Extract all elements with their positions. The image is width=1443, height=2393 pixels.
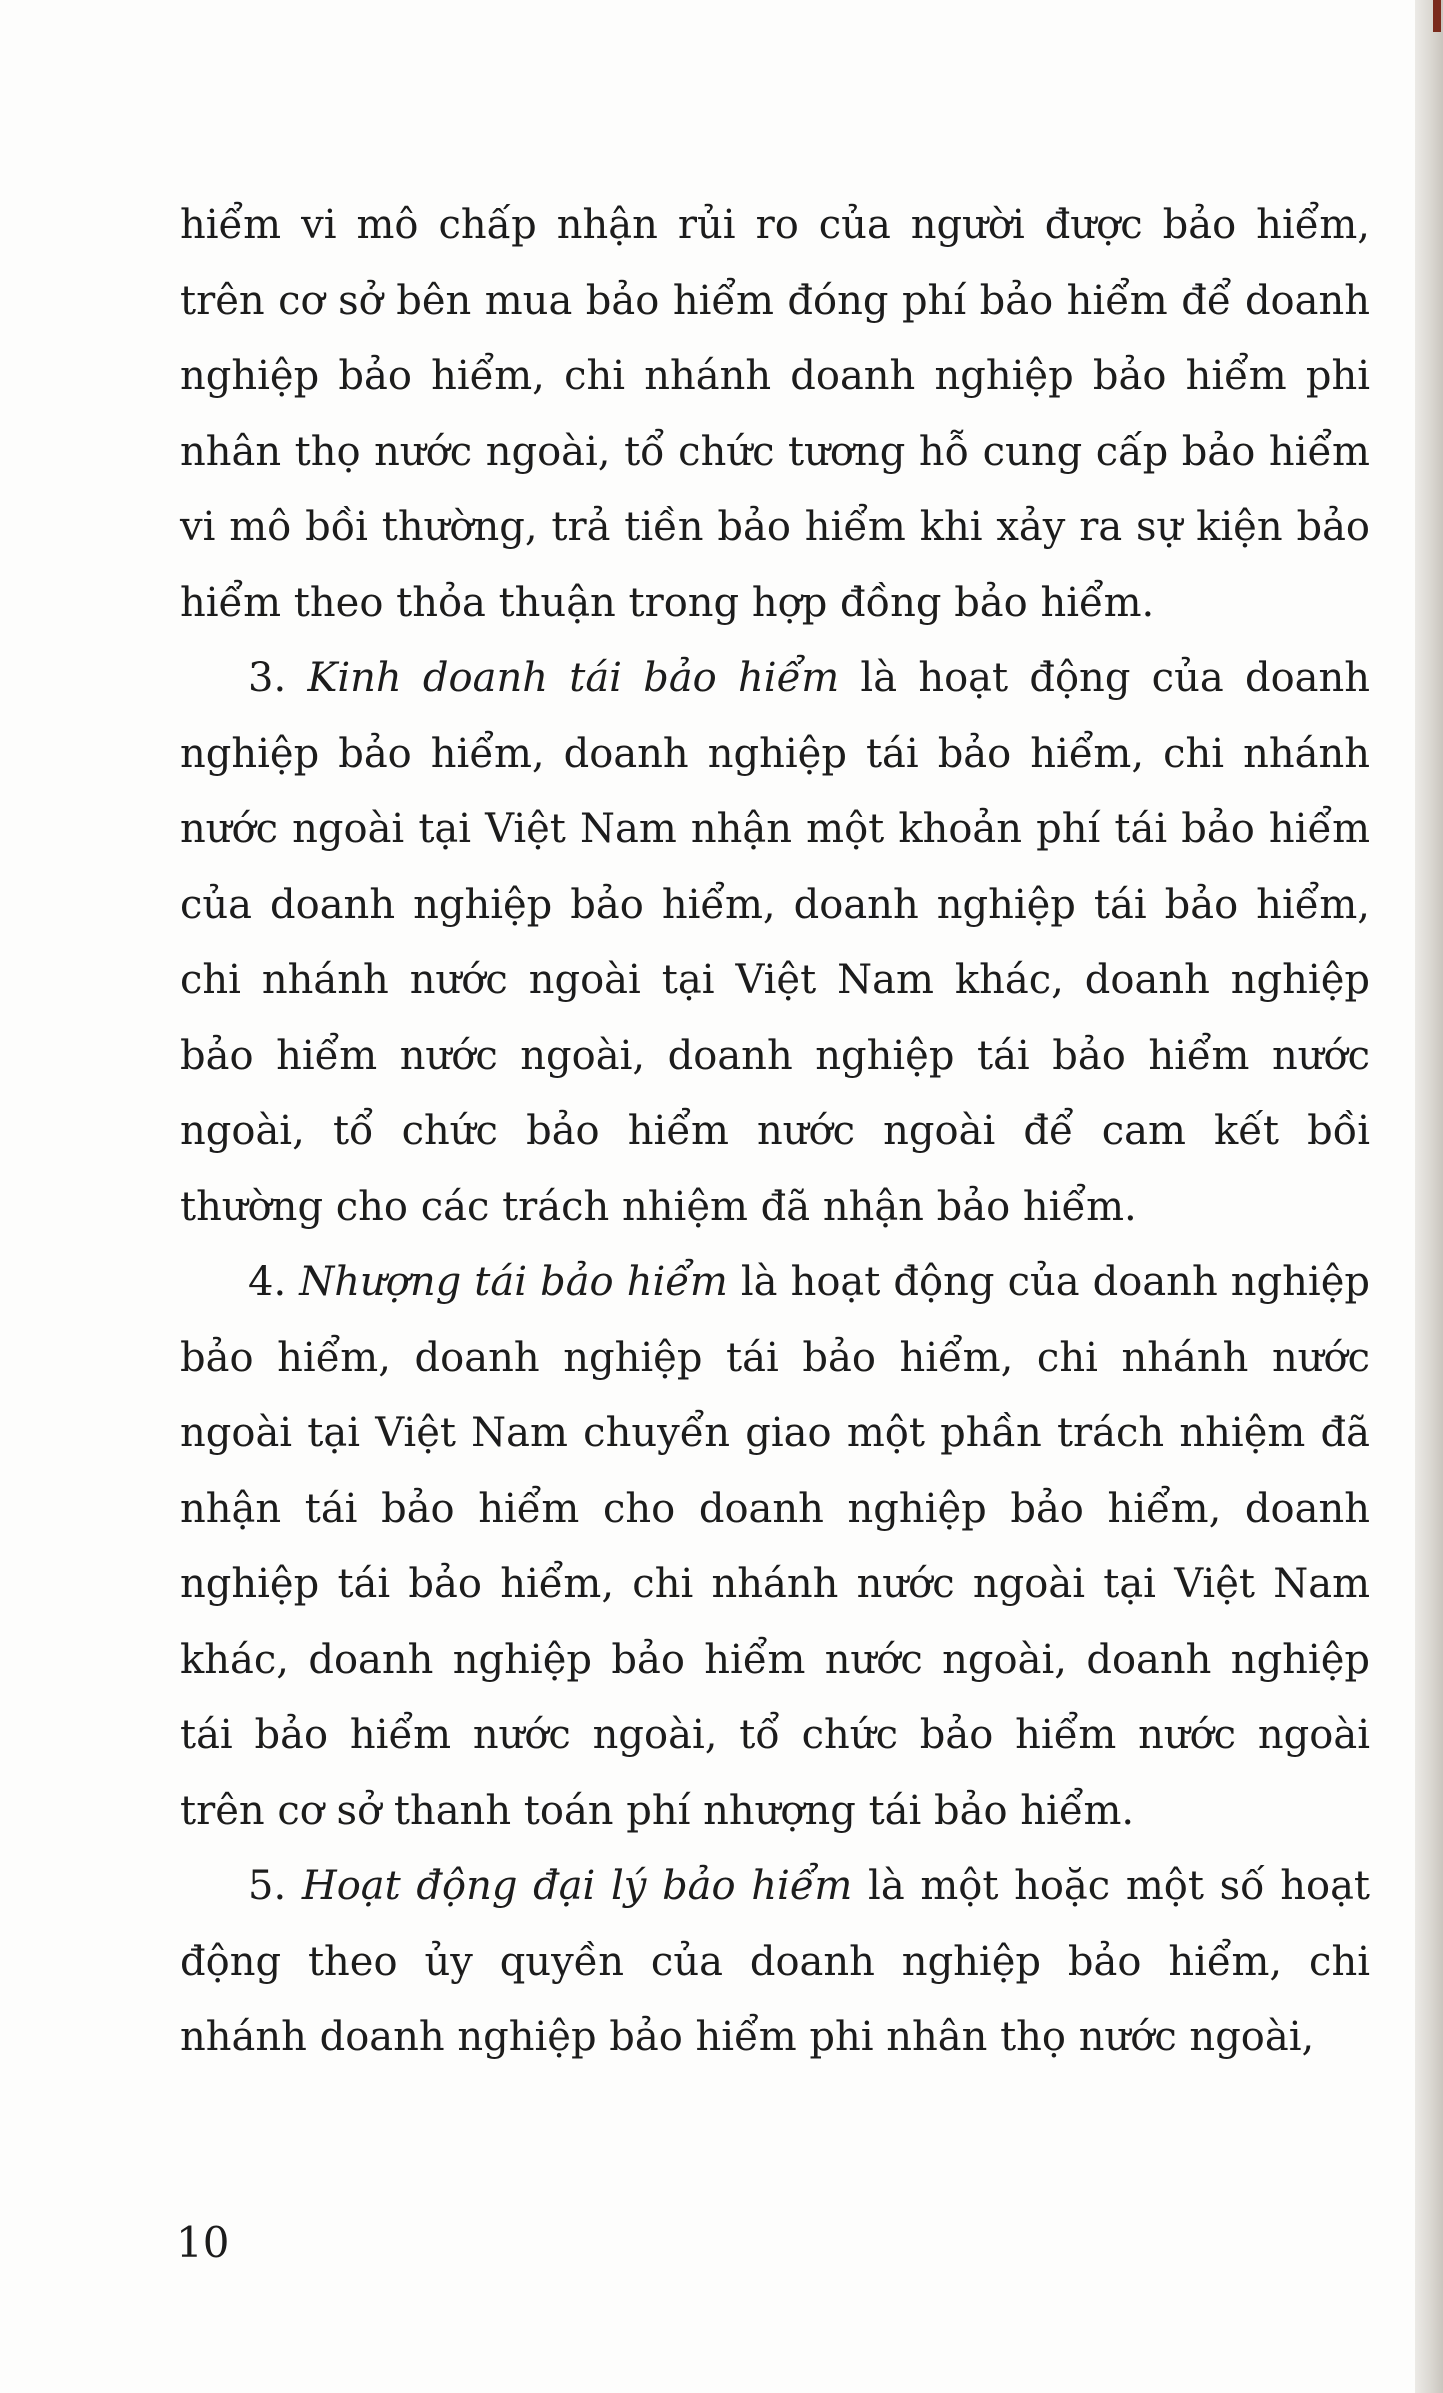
item-number: 3.: [248, 655, 287, 701]
item-number: 4.: [248, 1259, 287, 1305]
paragraph-item-3: [180, 641, 1370, 1245]
paragraph-item-5: [180, 1849, 1370, 2076]
paragraph-item-4: [180, 1245, 1370, 1849]
paragraph-continued: [180, 188, 1370, 641]
book-page-edge: [1415, 0, 1443, 2393]
body-text: [180, 188, 1370, 2076]
paragraph-text: là hoạt động của doanh nghiệp bảo hiểm, doanh nghiệp tái bảo hiểm, chi nhánh nước ngoài tại Việt Nam nhận một khoản phí tái bảo hiểm của doanh nghiệp bảo hiểm, doanh nghiệp tái bảo hiểm, chi nhánh nước ngoài tại Việt Nam khác, doanh nghiệp bảo hiểm nước ngoài, doanh nghiệp tái bảo hiểm nước ngoài, tổ chức bảo hiểm nước ngoài để cam kết bồi thường cho các trách nhiệm đã nhận bảo hiểm.: [180, 655, 1371, 1230]
defined-term: Nhượng tái bảo hiểm: [299, 1259, 728, 1305]
paragraph-text: là hoạt động của doanh nghiệp bảo hiểm, doanh nghiệp tái bảo hiểm, chi nhánh nước ngoài tại Việt Nam chuyển giao một phần trách nhiệm đã nhận tái bảo hiểm cho doanh nghiệp bảo hiểm, doanh nghiệp tái bảo hiểm, chi nhánh nước ngoài tại Việt Nam khác, doanh nghiệp bảo hiểm nước ngoài, doanh nghiệp tái bảo hiểm nước ngoài, tổ chức bảo hiểm nước ngoài trên cơ sở thanh toán phí nhượng tái bảo hiểm.: [180, 1259, 1370, 1834]
page-number: 10: [176, 2218, 230, 2267]
defined-term: Kinh doanh tái bảo hiểm: [307, 655, 840, 701]
paragraph-text: hiểm vi mô chấp nhận rủi ro của người được bảo hiểm, trên cơ sở bên mua bảo hiểm đóng phí bảo hiểm để doanh nghiệp bảo hiểm, chi nhánh doanh nghiệp bảo hiểm phi nhân thọ nước ngoài, tổ chức tương hỗ cung cấp bảo hiểm vi mô bồi thường, trả tiền bảo hiểm khi xảy ra sự kiện bảo hiểm theo thỏa thuận trong hợp đồng bảo hiểm.: [180, 202, 1370, 626]
item-number: 5.: [248, 1863, 287, 1909]
bookmark-ribbon: [1433, 0, 1441, 32]
defined-term: Hoạt động đại lý bảo hiểm: [301, 1863, 853, 1909]
paragraph-text: là một hoặc một số hoạt động theo ủy quyền của doanh nghiệp bảo hiểm, chi nhánh doanh nghiệp bảo hiểm phi nhân thọ nước ngoài,: [180, 1863, 1371, 2060]
